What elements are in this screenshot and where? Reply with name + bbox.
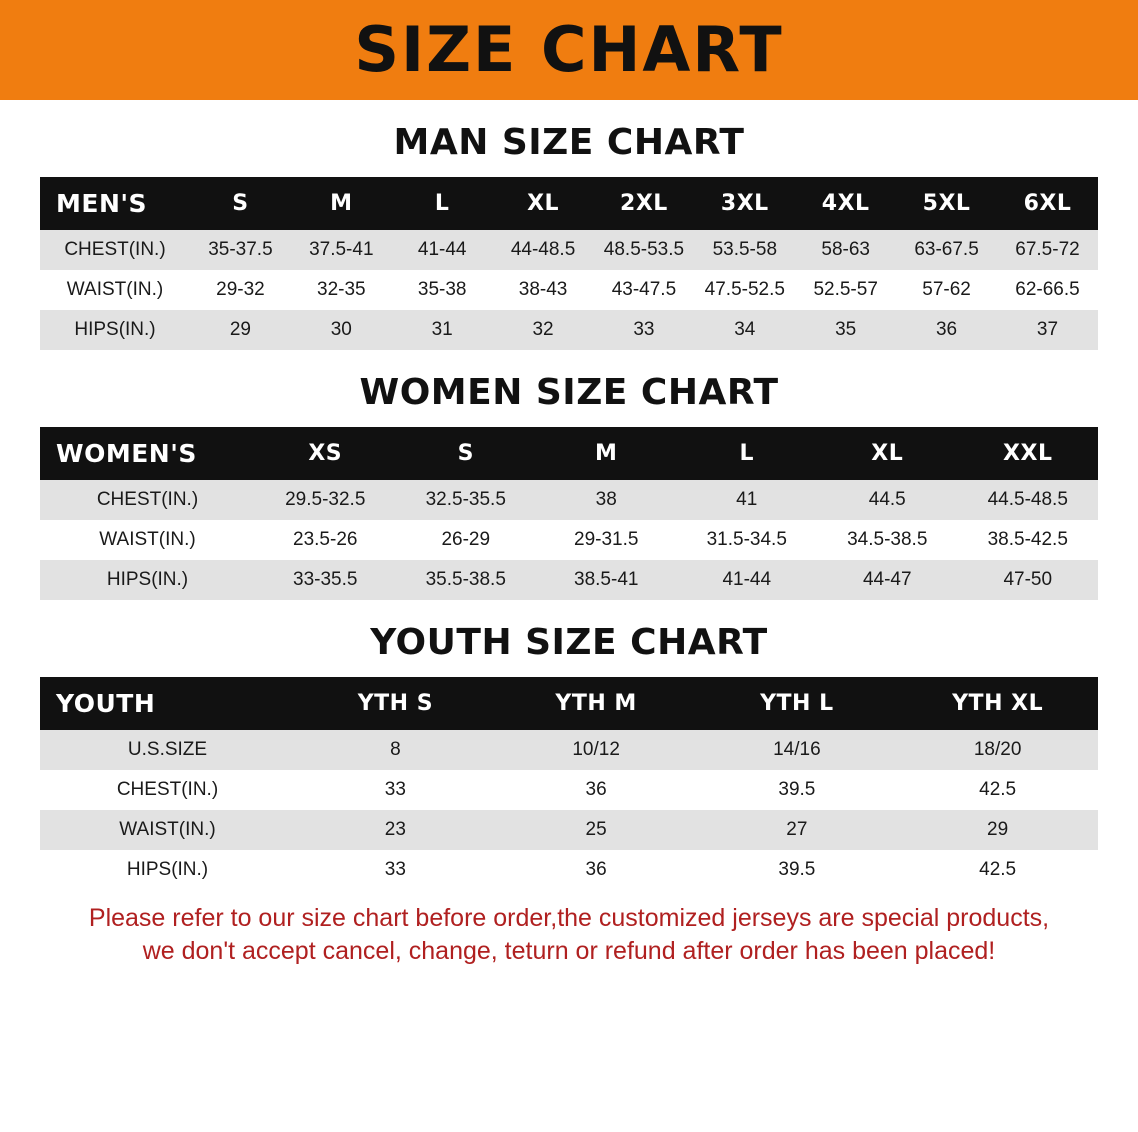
table-cell: 41-44	[392, 230, 493, 270]
women-section-title: WOMEN SIZE CHART	[359, 372, 779, 413]
table-cell: 23	[295, 810, 496, 850]
table-header-cell: YTH XL	[897, 677, 1098, 730]
table-cell: 58-63	[795, 230, 896, 270]
table-cell: 44.5-48.5	[958, 480, 1099, 520]
table-cell: 25	[496, 810, 697, 850]
table-cell: 29	[897, 810, 1098, 850]
notice-line-1: Please refer to our size chart before order,the customized jerseys are special products,	[88, 904, 1050, 932]
men-section-title: MAN SIZE CHART	[393, 122, 745, 163]
table-cell: 41-44	[677, 560, 818, 600]
table-cell: 29-31.5	[536, 520, 677, 560]
table-cell: 44.5	[817, 480, 958, 520]
page-title: SIZE CHART	[354, 13, 784, 86]
table-header-cell: 3XL	[694, 177, 795, 230]
row-label: CHEST(IN.)	[40, 770, 295, 810]
table-cell: 33	[594, 310, 695, 350]
table-cell: 32	[493, 310, 594, 350]
table-cell: 67.5-72	[997, 230, 1098, 270]
table-cell: 23.5-26	[255, 520, 396, 560]
notice-line-2: we don't accept cancel, change, teturn or refund after order has been placed!	[142, 937, 996, 965]
table-cell: 44-47	[817, 560, 958, 600]
table-row	[40, 560, 1098, 600]
table-header-cell: L	[392, 177, 493, 230]
table-row	[40, 770, 1098, 810]
table-cell: 47.5-52.5	[694, 270, 795, 310]
table-header-row	[40, 677, 1098, 730]
table-row	[40, 310, 1098, 350]
table-header-cell: YTH L	[697, 677, 898, 730]
table-cell: 33-35.5	[255, 560, 396, 600]
table-row	[40, 270, 1098, 310]
table-cell: 35-37.5	[190, 230, 291, 270]
order-policy-notice	[36, 902, 1102, 968]
table-cell: 34	[694, 310, 795, 350]
table-row	[40, 810, 1098, 850]
table-cell: 53.5-58	[694, 230, 795, 270]
row-label: HIPS(IN.)	[40, 310, 190, 350]
row-label: HIPS(IN.)	[40, 560, 255, 600]
table-header-cell: XS	[255, 427, 396, 480]
table-row	[40, 730, 1098, 770]
row-label: WAIST(IN.)	[40, 270, 190, 310]
table-header-cell: YTH M	[496, 677, 697, 730]
row-label: CHEST(IN.)	[40, 230, 190, 270]
table-cell: 36	[496, 850, 697, 890]
row-label: WAIST(IN.)	[40, 520, 255, 560]
table-cell: 32-35	[291, 270, 392, 310]
table-cell: 38-43	[493, 270, 594, 310]
table-header-cell: WOMEN'S	[40, 427, 255, 480]
table-header-cell: L	[677, 427, 818, 480]
row-label: HIPS(IN.)	[40, 850, 295, 890]
table-cell: 14/16	[697, 730, 898, 770]
table-cell: 31.5-34.5	[677, 520, 818, 560]
table-row	[40, 850, 1098, 890]
men-size-table	[40, 177, 1098, 350]
table-cell: 31	[392, 310, 493, 350]
table-cell: 33	[295, 770, 496, 810]
table-cell: 35.5-38.5	[396, 560, 537, 600]
table-cell: 30	[291, 310, 392, 350]
table-cell: 52.5-57	[795, 270, 896, 310]
table-cell: 26-29	[396, 520, 537, 560]
table-header-cell: 4XL	[795, 177, 896, 230]
table-cell: 35-38	[392, 270, 493, 310]
table-row	[40, 480, 1098, 520]
table-header-cell: 5XL	[896, 177, 997, 230]
table-header-cell: M	[536, 427, 677, 480]
youth-size-table	[40, 677, 1098, 890]
table-header-cell: MEN'S	[40, 177, 190, 230]
banner	[0, 0, 1138, 100]
table-cell: 57-62	[896, 270, 997, 310]
youth-section-title: YOUTH SIZE CHART	[370, 622, 768, 663]
table-cell: 35	[795, 310, 896, 350]
table-header-cell: S	[190, 177, 291, 230]
table-cell: 37.5-41	[291, 230, 392, 270]
table-cell: 29	[190, 310, 291, 350]
table-cell: 29.5-32.5	[255, 480, 396, 520]
table-header-row	[40, 427, 1098, 480]
table-cell: 36	[896, 310, 997, 350]
row-label: CHEST(IN.)	[40, 480, 255, 520]
youth-section	[0, 600, 1138, 890]
table-row	[40, 230, 1098, 270]
table-cell: 32.5-35.5	[396, 480, 537, 520]
table-cell: 62-66.5	[997, 270, 1098, 310]
table-cell: 38	[536, 480, 677, 520]
women-size-table	[40, 427, 1098, 600]
table-cell: 39.5	[697, 770, 898, 810]
table-header-cell: 2XL	[594, 177, 695, 230]
table-header-row	[40, 177, 1098, 230]
table-cell: 47-50	[958, 560, 1099, 600]
table-cell: 10/12	[496, 730, 697, 770]
table-cell: 38.5-41	[536, 560, 677, 600]
men-section	[0, 100, 1138, 350]
row-label: WAIST(IN.)	[40, 810, 295, 850]
table-cell: 42.5	[897, 770, 1098, 810]
table-header-cell: XL	[817, 427, 958, 480]
table-header-cell: XXL	[958, 427, 1099, 480]
table-cell: 8	[295, 730, 496, 770]
table-cell: 27	[697, 810, 898, 850]
table-cell: 63-67.5	[896, 230, 997, 270]
table-cell: 38.5-42.5	[958, 520, 1099, 560]
table-cell: 44-48.5	[493, 230, 594, 270]
table-cell: 41	[677, 480, 818, 520]
table-row	[40, 520, 1098, 560]
table-cell: 33	[295, 850, 496, 890]
table-header-cell: XL	[493, 177, 594, 230]
table-cell: 29-32	[190, 270, 291, 310]
table-cell: 48.5-53.5	[594, 230, 695, 270]
table-header-cell: M	[291, 177, 392, 230]
table-cell: 34.5-38.5	[817, 520, 958, 560]
table-header-cell: S	[396, 427, 537, 480]
table-header-cell: YOUTH	[40, 677, 295, 730]
table-cell: 36	[496, 770, 697, 810]
table-cell: 43-47.5	[594, 270, 695, 310]
table-cell: 18/20	[897, 730, 1098, 770]
table-header-cell: YTH S	[295, 677, 496, 730]
row-label: U.S.SIZE	[40, 730, 295, 770]
table-header-cell: 6XL	[997, 177, 1098, 230]
table-cell: 37	[997, 310, 1098, 350]
table-cell: 42.5	[897, 850, 1098, 890]
table-cell: 39.5	[697, 850, 898, 890]
women-section	[0, 350, 1138, 600]
